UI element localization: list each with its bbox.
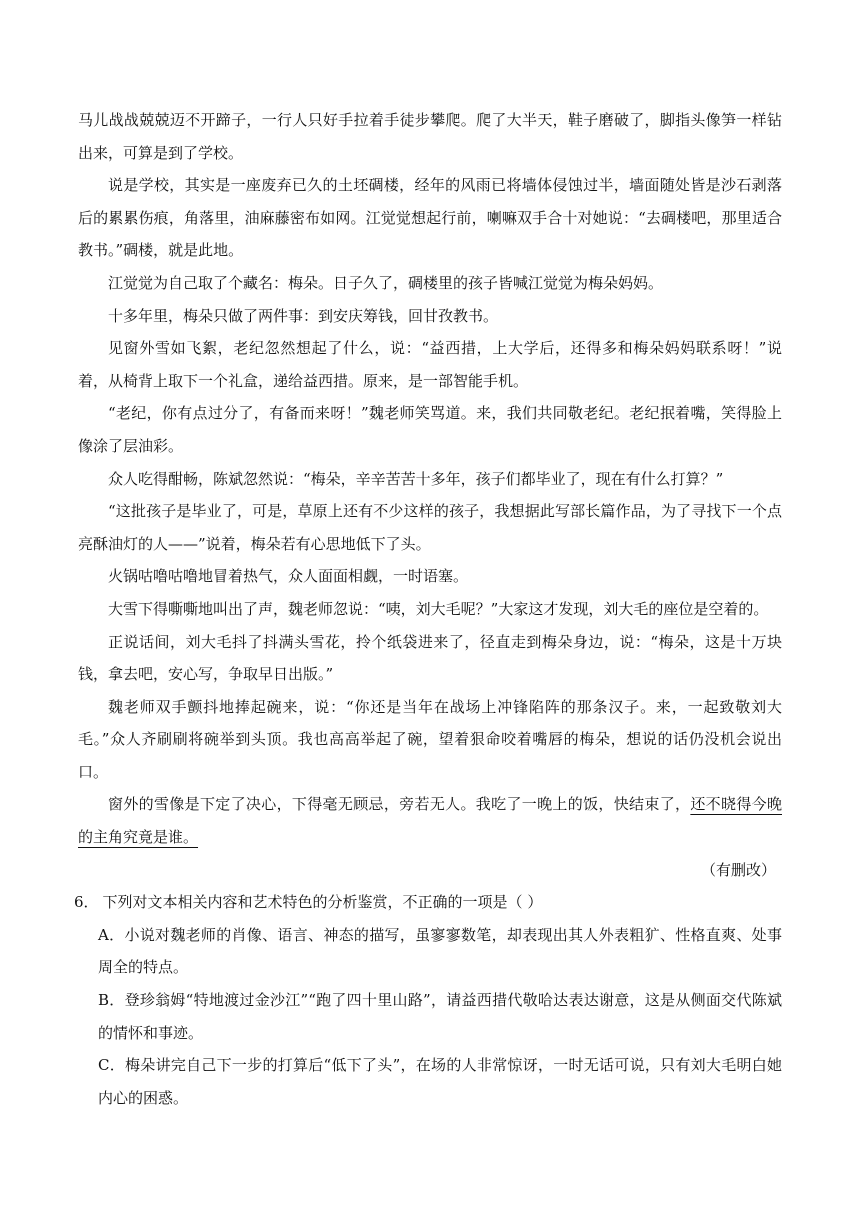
paragraph: 正说话间，刘大毛抖了抖满头雪花，拎个纸袋进来了，径直走到梅朵身边，说：“梅朵，这是十万块钱，拿去吧，安心写，争取早日出版。”: [78, 632, 782, 684]
option-a: [98, 919, 782, 984]
source-note: （有删改）: [700, 860, 776, 879]
option-label: B．: [98, 991, 125, 1010]
paragraph: 马儿战战兢兢迈不开蹄子，一行人只好手拉着手徒步攀爬。爬了大半天，鞋子磨破了，脚指头像笋一样钻出来，可算是到了学校。: [78, 111, 782, 162]
paragraph-last: [78, 788, 782, 853]
underlined-sentence: 还不晓得今晚的主角究竟是谁。: [78, 795, 782, 847]
question-stem: [74, 886, 782, 919]
option-text: 小说对魏老师的肖像、语言、神态的描写，虽寥寥数笔，却表现出其人外表粗犷、性格直爽、处事周全的特点。: [98, 925, 782, 977]
paragraph: 见窗外雪如飞絮，老纪忽然想起了什么，说：“益西措，上大学后，还得多和梅朵妈妈联系呀！”说着，从椅背上取下一个礼盒，递给益西措。原来，是一部智能手机。: [78, 339, 782, 390]
paragraph: 说是学校，其实是一座废弃已久的土坯碉楼，经年的风雨已将墙体侵蚀过半，墙面随处皆是沙石剥落后的累累伤痕，角落里，油麻藤密布如网。江觉觉想起行前，喇嘛双手合十对她说：“去碉楼吧，那里适合教书。”碉楼，就是此地。: [78, 176, 782, 260]
option-c: [98, 1049, 782, 1114]
paragraph: 十多年里，梅朵只做了两件事：到安庆筹钱，回甘孜教书。: [108, 306, 499, 325]
paragraph-last-text: 窗外的雪像是下定了决心，下得毫无顾忌，旁若无人。我吃了一晚上的饭，快结束了，: [108, 795, 691, 814]
option-label: C．: [98, 1056, 126, 1075]
paragraph: 魏老师双手颤抖地捧起碗来，说：“你还是当年在战场上冲锋陷阵的那条汉子。来，一起致敬刘大毛。”众人齐刷刷将碗举到头顶。我也高高举起了碗，望着狠命咬着嘴唇的梅朵，想说的话仍没机会说出口。: [78, 697, 782, 781]
question-number: 6．: [74, 893, 99, 912]
option-b: [98, 984, 782, 1049]
paragraph: 众人吃得酣畅，陈斌忽然说：“梅朵，辛辛苦苦十多年，孩子们都毕业了，现在有什么打算？”: [108, 469, 724, 488]
paragraph: “老纪，你有点过分了，有备而来呀！”魏老师笑骂道。来，我们共同敬老纪。老纪抿着嘴，笑得脸上像涂了层油彩。: [78, 404, 782, 455]
paragraph: 大雪下得嘶嘶地叫出了声，魏老师忽说：“咦，刘大毛呢？”大家这才发现，刘大毛的座位是空着的。: [108, 599, 769, 618]
option-text: 登珍翁姆“特地渡过金沙江”“跑了四十里山路”，请益西措代敬哈达表达谢意，这是从侧面交代陈斌的情怀和事迹。: [98, 991, 782, 1042]
question-text: 下列对文本相关内容和艺术特色的分析鉴赏，不正确的一项是（ ）: [102, 893, 543, 912]
document-body: [74, 104, 783, 1114]
paragraph: 火锅咕噜咕噜地冒着热气，众人面面相觑，一时语塞。: [108, 567, 469, 586]
paragraph: “这批孩子是毕业了，可是，草原上还有不少这样的孩子，我想据此写部长篇作品，为了寻找下一个点亮酥油灯的人——”说着，梅朵若有心思地低下了头。: [78, 502, 782, 553]
paragraph: 江觉觉为自己取了个藏名：梅朵。日子久了，碉楼里的孩子皆喊江觉觉为梅朵妈妈。: [108, 273, 664, 292]
option-label: A．: [98, 925, 125, 944]
option-text: 梅朵讲完自己下一步的打算后“低下了头”，在场的人非常惊讶，一时无话可说，只有刘大毛明白她内心的困惑。: [98, 1056, 783, 1107]
